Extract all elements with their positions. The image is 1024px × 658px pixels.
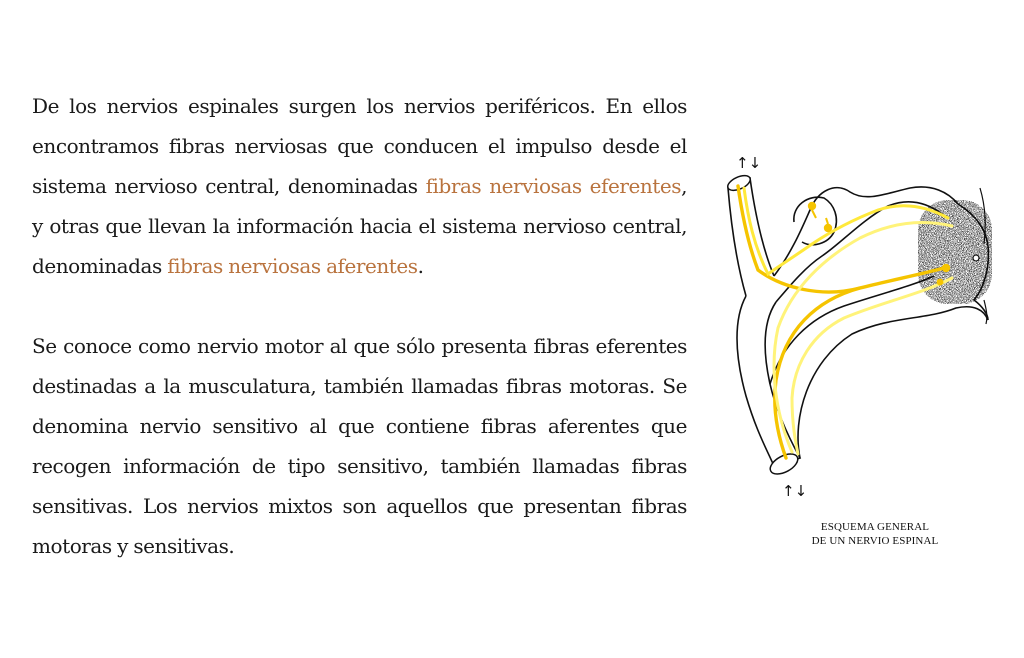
term-efferent-fibers: fibras nerviosas eferentes (425, 174, 682, 198)
afferent-fiber (744, 188, 948, 274)
nerve-trunk-outline (737, 296, 800, 466)
ganglion-cell-body (808, 202, 816, 210)
paragraph-text: , y otras que llevan la información hacia el sistema nervioso central, denominadas (32, 174, 687, 278)
anterior-branch-outline (728, 178, 774, 296)
body-text (32, 86, 687, 566)
caption-line: DE UN NERVIO ESPINAL (811, 534, 939, 547)
paragraph-text: De los nervios espinales surgen los nervios periféricos. En ellos encontramos fibras nerviosas que conducen el impulso desde el sistema nervioso central, denominadas (32, 94, 687, 198)
afferent-fiber-ventral (792, 278, 952, 454)
term-afferent-fibers: fibras nerviosas aferentes (167, 254, 418, 278)
paragraph-text: . (417, 254, 424, 278)
motor-neuron-body (937, 279, 944, 286)
figure-caption (770, 521, 980, 548)
direction-arrows-bottom-icon: ↑↓ (782, 482, 808, 500)
caption-line: ESQUEMA GENERAL (820, 521, 930, 533)
ganglion-stalk (826, 218, 828, 224)
spinal-nerve-diagram-icon (712, 148, 997, 518)
spinal-nerve-figure (712, 148, 997, 518)
central-canal (973, 255, 979, 261)
ganglion-cell-body (824, 224, 832, 232)
direction-arrows-top-icon: ↑↓ (736, 154, 762, 172)
paragraph-nerve-types: Se conoce como nervio motor al que sólo presenta fibras eferentes destinadas a la musculatura, también llamadas fibras motoras. Se denomina nervio sensitivo al que contiene fibras aferentes que recogen información de tipo sensitivo, también llamadas fibras sensitivas. Los nervios mixtos son aquellos que presentan fibras motoras y sensitivas. (32, 334, 687, 558)
paragraph-fibers (32, 86, 687, 286)
motor-neuron-body (942, 264, 950, 272)
ganglion-stalk (812, 210, 816, 218)
